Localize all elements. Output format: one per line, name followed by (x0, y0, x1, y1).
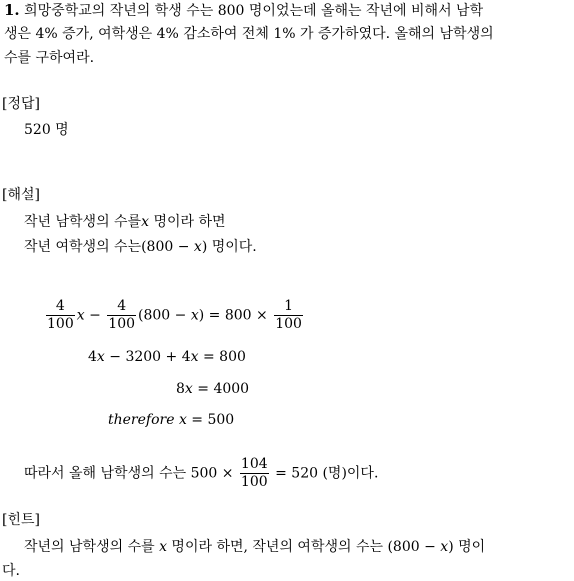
solution-line-1 (24, 212, 226, 232)
hint-text-1: 작년의 남학생의 수를 (24, 539, 160, 555)
fraction (46, 298, 75, 333)
answer-value: 520 명 (24, 122, 69, 138)
fraction-numerator: 104 (240, 456, 268, 472)
solution-line-2-text: 작년 여학생의 수는(800 − (24, 239, 194, 255)
variable-x: x (96, 349, 105, 365)
problem-line-3: 수를 구하여라. (4, 50, 95, 66)
paren-close-part: ) = 800 × (198, 307, 273, 324)
conclusion-line (24, 456, 378, 491)
problem-line-2: 생은 4% 증가, 여학생은 4% 감소하여 전체 1% 가 증가하였다. 올해의 남학생의 (4, 26, 494, 42)
hint-text-2: 명이라 하면, 작년의 여학생의 수는 (800 − (166, 539, 441, 555)
fraction-denominator: 100 (47, 316, 74, 332)
variable-x: x (141, 214, 149, 230)
variable-x: x (440, 539, 449, 555)
equation-rhs: = 4000 (192, 381, 250, 397)
fraction (274, 298, 303, 333)
equation-rhs: = 800 (198, 349, 246, 365)
equation-3 (176, 379, 249, 399)
solution-line-1-tail: 명이라 하면 (149, 214, 226, 230)
conclusion-tail: = 520 (명)이다. (270, 465, 379, 482)
hint-text-3: ) 명이 (448, 539, 486, 555)
fraction (107, 298, 136, 333)
fraction-numerator: 4 (46, 298, 75, 316)
solution-line-2-tail: ) 명이다. (201, 239, 257, 255)
equation-middle: − 3200 + 4 (104, 349, 191, 365)
conclusion-text: 따라서 올해 남학생의 수는 500 × (24, 465, 238, 482)
variable-x: x (190, 307, 199, 324)
answer-heading: [정답] (2, 96, 40, 112)
problem-number: 1. (4, 1, 20, 19)
problem-line-1 (4, 0, 483, 21)
hint-line-2: 다. (2, 563, 20, 579)
fraction-denominator: 100 (108, 316, 136, 332)
variable-x: x (190, 349, 199, 365)
fraction-denominator: 100 (240, 474, 268, 490)
variable-x: x (76, 307, 85, 324)
variable-x: x (193, 239, 202, 255)
problem-text-1: 희망중학교의 작년의 학생 수는 800 명이었는데 올해는 작년에 비해서 남학 (24, 3, 484, 19)
hint-line-1 (24, 537, 485, 557)
therefore-text: therefore x (108, 412, 187, 428)
equation-1 (44, 298, 305, 333)
hint-heading: [힌트] (2, 512, 40, 528)
coefficient: 4 (88, 349, 97, 365)
minus-sign: − (84, 307, 106, 324)
coefficient: 8 (176, 381, 185, 397)
fraction-denominator: 100 (275, 316, 302, 332)
solution-line-2 (24, 237, 257, 257)
fraction-numerator: 1 (274, 298, 303, 316)
fraction-numerator: 4 (107, 298, 136, 316)
equation-4 (108, 410, 234, 430)
paren-open-part: (800 − (138, 307, 191, 324)
equation-rhs: = 500 (186, 412, 235, 428)
variable-x: x (159, 539, 167, 555)
fraction (240, 456, 269, 491)
equation-2 (88, 347, 246, 367)
solution-line-1-text: 작년 남학생의 수를 (24, 214, 142, 230)
variable-x: x (184, 381, 193, 397)
solution-heading: [해설] (2, 187, 40, 203)
